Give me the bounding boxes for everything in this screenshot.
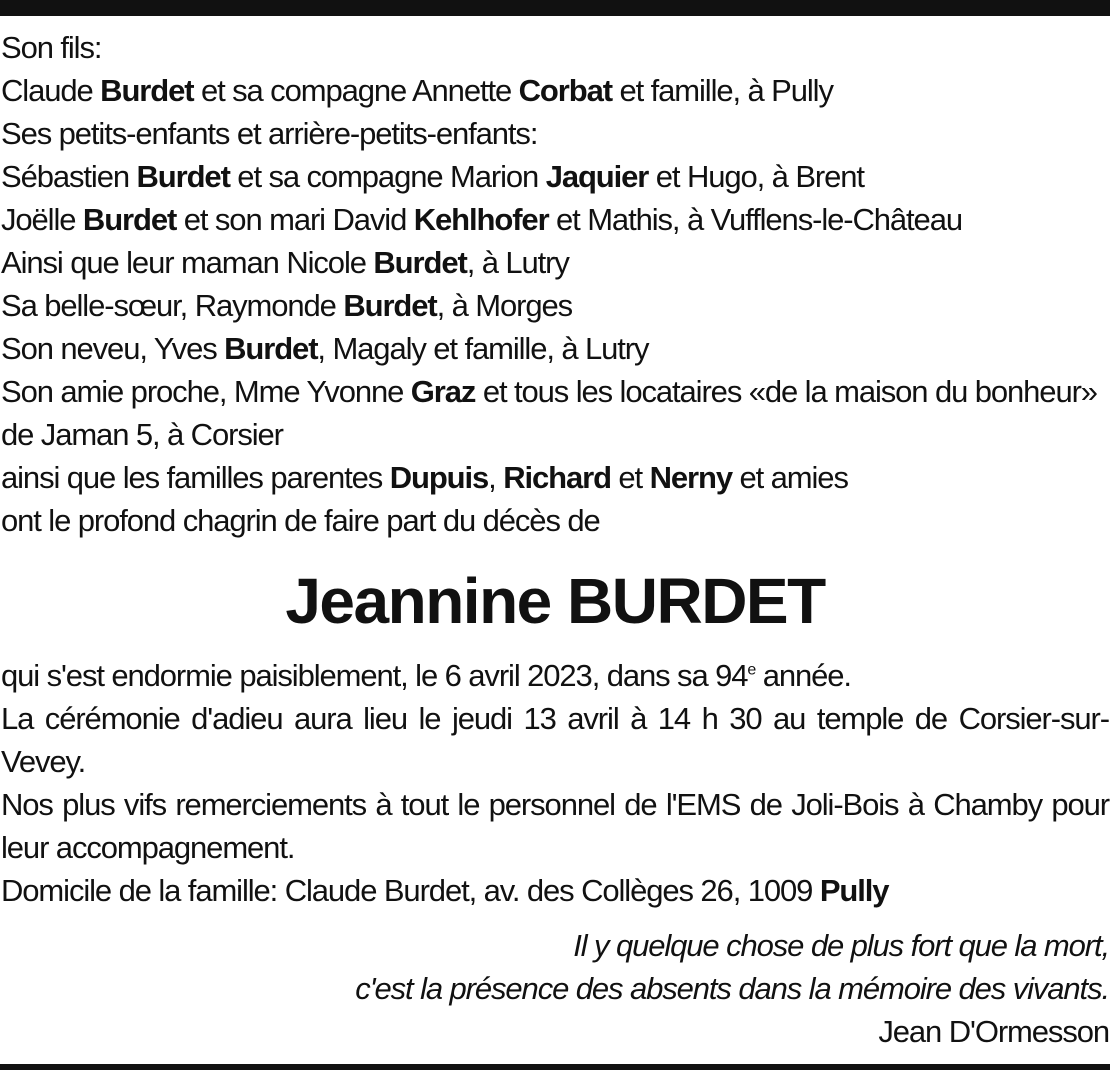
surname: Kehlhofer xyxy=(413,202,549,237)
quote-line-1: Il y quelque chose de plus fort que la mort, xyxy=(573,928,1109,963)
text-segment: Claude xyxy=(1,73,101,108)
text-segment: et amies xyxy=(731,460,848,495)
text-segment: Sébastien xyxy=(1,159,137,194)
text-segment: Sa belle-sœur, Raymonde xyxy=(1,288,344,323)
surname: Burdet xyxy=(224,331,318,366)
text-segment: , à Lutry xyxy=(466,245,569,280)
locality: Pully xyxy=(819,873,889,908)
text-segment: et sa compagne Marion xyxy=(229,159,546,194)
grandchildren-heading: Ses petits-enfants et arrière-petits-enfants: xyxy=(1,116,538,151)
thanks-paragraph: Nos plus vifs remerciements à tout le personnel de l'EMS de Joli-Bois à Chamby pour leur accompagnement. xyxy=(1,787,1109,865)
surname: Graz xyxy=(410,374,476,409)
deceased-name: Jeannine BURDET xyxy=(285,565,825,637)
text-segment: année. xyxy=(755,658,851,693)
nephew-line xyxy=(1,327,1109,370)
text-segment: et sa compagne Annette xyxy=(193,73,519,108)
passing-line xyxy=(1,654,1109,697)
grandchild-line-2 xyxy=(1,198,1109,241)
son-heading: Son fils: xyxy=(1,30,102,65)
text-segment: ainsi que les familles parentes xyxy=(1,460,390,495)
families-line xyxy=(1,456,1109,499)
son-line xyxy=(1,69,1109,112)
superscript: e xyxy=(747,661,756,679)
surname: Nerny xyxy=(649,460,732,495)
surname: Dupuis xyxy=(389,460,489,495)
quote-line-2: c'est la présence des absents dans la mémoire des vivants. xyxy=(355,971,1109,1006)
text-segment: Son amie proche, Mme Yvonne xyxy=(1,374,411,409)
domicile-line xyxy=(1,869,1109,912)
surname: Burdet xyxy=(82,202,177,237)
top-border-rule xyxy=(0,0,1110,16)
bottom-border-rule xyxy=(0,1064,1110,1070)
sister-in-law-line xyxy=(1,284,1109,327)
surname: Burdet xyxy=(373,245,467,280)
text-segment: et xyxy=(610,460,650,495)
surname: Richard xyxy=(503,460,611,495)
text-segment: , xyxy=(488,460,504,495)
surname: Burdet xyxy=(343,288,437,323)
text-segment: Ainsi que leur maman Nicole xyxy=(1,245,374,280)
friend-line xyxy=(1,370,1109,456)
surname: Burdet xyxy=(100,73,194,108)
text-segment: qui s'est endormie paisiblement, le 6 avril 2023, dans sa 94 xyxy=(1,658,748,693)
text-segment: et famille, à Pully xyxy=(611,73,833,108)
quote-author: Jean D'Ormesson xyxy=(878,1014,1109,1049)
text-segment: et Hugo, à Brent xyxy=(648,159,864,194)
text-segment: et tous les locataires «de la maison du bonheur» de Jaman 5, à Corsier xyxy=(1,374,1097,452)
text-segment: Joëlle xyxy=(1,202,83,237)
mother-line xyxy=(1,241,1109,284)
text-segment: Domicile de la famille: Claude Burdet, av. des Collèges 26, 1009 xyxy=(1,873,820,908)
surname: Burdet xyxy=(136,159,230,194)
quote-block xyxy=(1,924,1109,1010)
text-segment: et son mari David xyxy=(176,202,414,237)
text-segment: et Mathis, à Vufflens-le-Château xyxy=(548,202,962,237)
text-segment: Son neveu, Yves xyxy=(1,331,225,366)
announcement-line: ont le profond chagrin de faire part du décès de xyxy=(1,503,600,538)
surname: Corbat xyxy=(518,73,612,108)
surname: Jaquier xyxy=(545,159,649,194)
ceremony-paragraph: La cérémonie d'adieu aura lieu le jeudi 13 avril à 14 h 30 au temple de Corsier-sur-Vevey. xyxy=(1,701,1109,779)
grandchild-line-1 xyxy=(1,155,1109,198)
text-segment: , Magaly et famille, à Lutry xyxy=(317,331,649,366)
text-segment: , à Morges xyxy=(436,288,573,323)
obituary-notice xyxy=(1,26,1109,1053)
